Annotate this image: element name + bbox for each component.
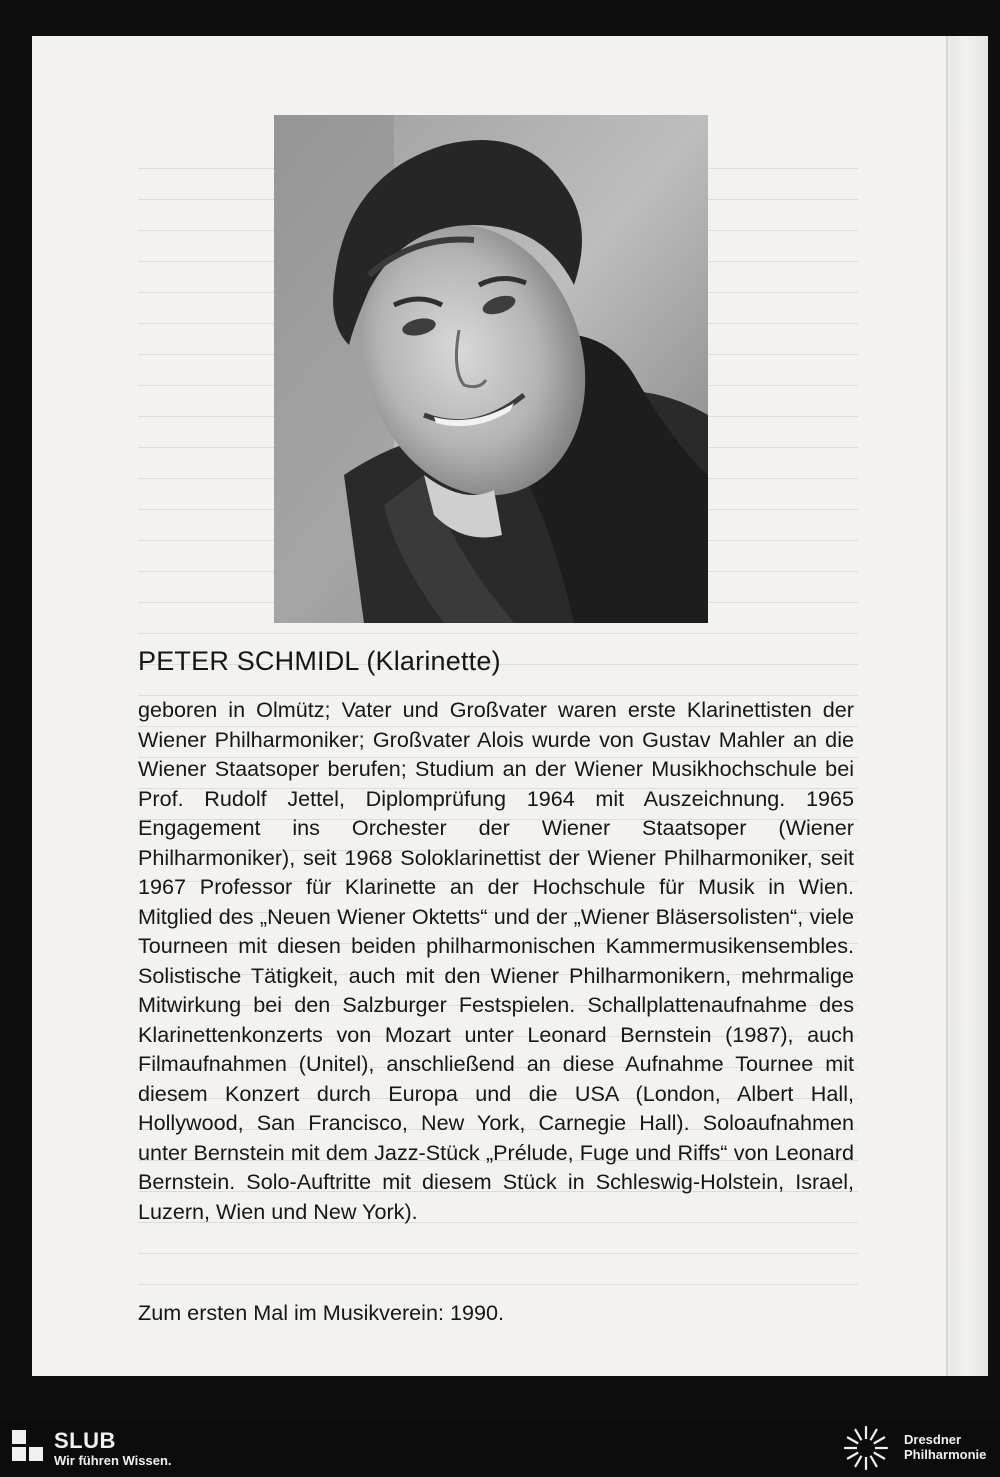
- partner-name: [904, 1432, 986, 1462]
- partner-name-line2: Philharmonie: [904, 1447, 987, 1462]
- first-appearance-note: Zum ersten Mal im Musikverein: 1990.: [138, 1300, 505, 1325]
- footer-bar: [0, 1420, 1000, 1474]
- philharmonie-logo-icon: [838, 1424, 894, 1477]
- library-tagline: Wir führen Wissen.: [54, 1453, 172, 1468]
- facing-page-edge: [950, 36, 988, 1376]
- portrait-photo: [274, 115, 708, 623]
- slub-logo-icon: [12, 1430, 44, 1467]
- library-name: SLUB: [54, 1428, 116, 1453]
- section-heading: PETER SCHMIDL (Klarinette): [138, 646, 501, 676]
- partner-name-line1: Dresdner: [904, 1432, 962, 1447]
- biography-paragraph: geboren in Olmütz; Vater und Großvater waren erste Klarinettisten der Wiener Philharmoniker; Großvater Alois wurde von Gustav Mahler an die Wiener Staatsoper berufen; Studium an der Wiener Musikhochschule bei Prof. Rudolf Jettel, Diplomprüfung 1964 mit Auszeichnung. 1965 Engagement ins Orchester der Wiener Staatsoper (Wiener Philharmoniker), seit 1968 Soloklarinettist der Wiener Philharmoniker, seit 1967 Professor für Klarinette an der Hochschule für Musik in Wien. Mitglied des „Neuen Wiener Oktetts“ und der „Wiener Bläsersolisten“, viele Tourneen mit diesen beiden philharmonischen Kammermusikensembles. Solistische Tätigkeit, auch mit den Wiener Philharmonikern, mehrmalige Mitwirkung bei den Salzburger Festspielen. Schallplattenaufnahme des Klarinettenkonzerts von Mozart unter Leonard Bernstein (1987), auch Filmaufnahmen (Unitel), anschließend an diese Aufnahme Tournee mit diesem Konzert durch Europa und die USA (London, Albert Hall, Hollywood, San Francisco, New York, Carnegie Hall). Soloaufnahmen unter Bernstein mit dem Jazz-Stück „Prélude, Fuge und Riffs“ von Leonard Bernstein. Solo-Auftritte mit diesem Stück in Schleswig-Holstein, Israel, Luzern, Wien und New York).: [138, 697, 854, 1224]
